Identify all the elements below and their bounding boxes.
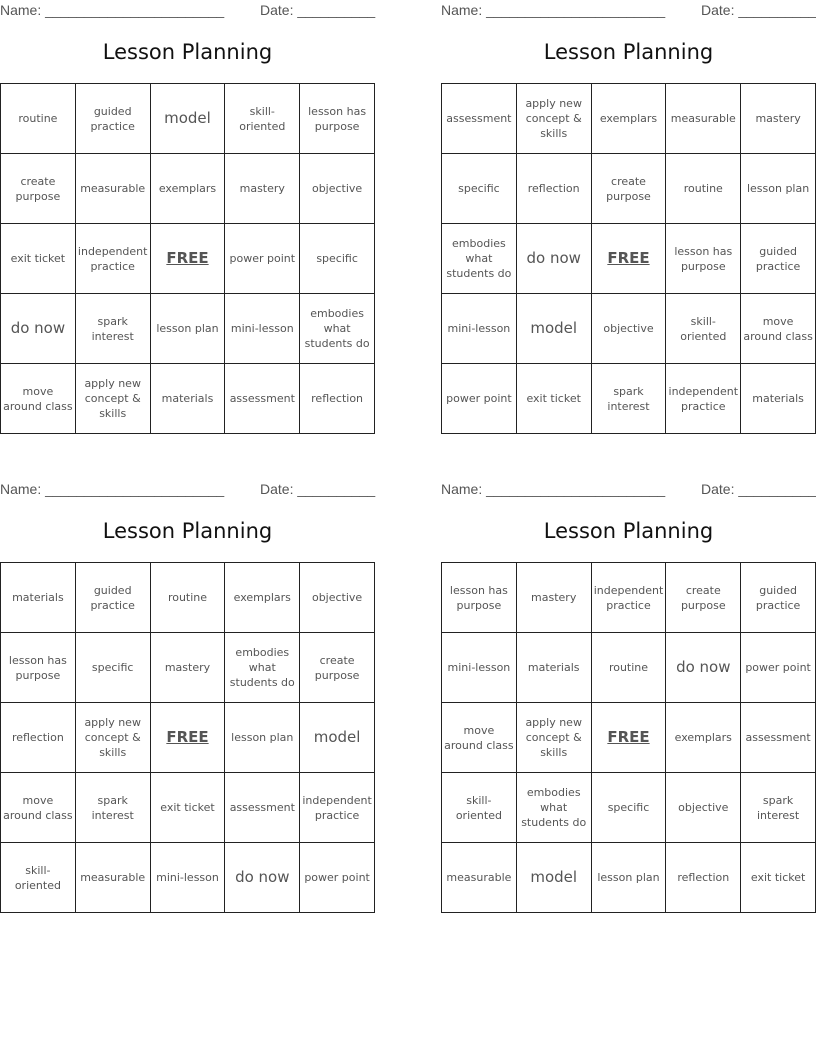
info-line [0,481,375,499]
bingo-cell: materials [1,563,76,633]
bingo-cell: mastery [151,633,226,703]
bingo-cell: create purpose [1,154,76,224]
bingo-cell: routine [1,84,76,154]
bingo-cell: lesson plan [225,703,300,773]
bingo-cell: assessment [741,703,816,773]
bingo-cell: routine [666,154,741,224]
name-field: Name: _______________________ [0,481,225,497]
bingo-cell: model [517,294,592,364]
bingo-cell: do now [1,294,76,364]
bingo-cell: objective [300,563,375,633]
bingo-cell: power point [442,364,517,434]
bingo-cell: model [151,84,226,154]
bingo-cell: embodies what students do [300,294,375,364]
bingo-cell: mastery [225,154,300,224]
bingo-cell: lesson has purpose [666,224,741,294]
bingo-cell: mini-lesson [225,294,300,364]
bingo-cell: skill-oriented [1,843,76,913]
date-field: Date: __________ [260,2,376,18]
bingo-cell: objective [666,773,741,843]
bingo-cell: lesson has purpose [442,563,517,633]
bingo-cell: spark interest [76,294,151,364]
bingo-cell: mini-lesson [442,294,517,364]
bingo-cell: spark interest [592,364,667,434]
info-line [0,2,375,20]
bingo-cell: skill-oriented [666,294,741,364]
bingo-cell: measurable [666,84,741,154]
bingo-cell: reflection [517,154,592,224]
bingo-cell: specific [76,633,151,703]
bingo-cell: mini-lesson [442,633,517,703]
name-field: Name: _______________________ [441,481,666,497]
bingo-cell: model [300,703,375,773]
bingo-cell: specific [592,773,667,843]
bingo-cell: assessment [225,364,300,434]
bingo-cell: embodies what students do [225,633,300,703]
bingo-cell: power point [741,633,816,703]
bingo-cell: exit ticket [517,364,592,434]
bingo-cell: guided practice [76,84,151,154]
bingo-cell: objective [592,294,667,364]
bingo-cell: exemplars [151,154,226,224]
free-space: FREE [151,224,226,294]
bingo-cell: apply new concept & skills [517,703,592,773]
bingo-card-4 [441,479,816,913]
free-space: FREE [151,703,226,773]
bingo-card-1 [0,0,375,434]
bingo-cell: exit ticket [151,773,226,843]
bingo-cell: guided practice [741,224,816,294]
bingo-cell: create purpose [592,154,667,224]
bingo-cell: independent practice [666,364,741,434]
bingo-cell: embodies what students do [442,224,517,294]
bingo-cell: assessment [225,773,300,843]
bingo-cell: apply new concept & skills [517,84,592,154]
bingo-cell: exemplars [225,563,300,633]
bingo-cell: lesson plan [592,843,667,913]
bingo-cell: reflection [666,843,741,913]
bingo-cell: measurable [76,843,151,913]
bingo-grid [441,562,816,913]
bingo-cell: power point [225,224,300,294]
card-title: Lesson Planning [543,519,714,543]
bingo-cell: exit ticket [741,843,816,913]
bingo-cell: specific [442,154,517,224]
bingo-cell: lesson plan [741,154,816,224]
bingo-cell: materials [151,364,226,434]
bingo-cell: apply new concept & skills [76,703,151,773]
bingo-cell: mastery [517,563,592,633]
bingo-cell: exit ticket [1,224,76,294]
bingo-cell: reflection [1,703,76,773]
bingo-cell: move around class [741,294,816,364]
bingo-cell: spark interest [741,773,816,843]
name-field: Name: _______________________ [0,2,225,18]
card-title: Lesson Planning [102,40,273,64]
bingo-cell: routine [592,633,667,703]
bingo-cell: independent practice [592,563,667,633]
bingo-cell: mini-lesson [151,843,226,913]
bingo-cell: do now [225,843,300,913]
bingo-cell: independent practice [300,773,375,843]
info-line [441,481,816,499]
bingo-grid [441,83,816,434]
bingo-cell: mastery [741,84,816,154]
bingo-cell: routine [151,563,226,633]
bingo-cell: embodies what students do [517,773,592,843]
bingo-cell: materials [517,633,592,703]
bingo-cell: exemplars [666,703,741,773]
bingo-grid [0,83,375,434]
card-title: Lesson Planning [543,40,714,64]
free-space: FREE [592,224,667,294]
bingo-cell: objective [300,154,375,224]
date-field: Date: __________ [260,481,376,497]
bingo-cell: exemplars [592,84,667,154]
free-space: FREE [592,703,667,773]
bingo-cell: apply new concept & skills [76,364,151,434]
date-field: Date: __________ [701,2,816,18]
bingo-cell: assessment [442,84,517,154]
bingo-cell: move around class [442,703,517,773]
info-line [441,2,816,20]
bingo-cell: lesson has purpose [1,633,76,703]
bingo-cell: lesson plan [151,294,226,364]
bingo-cell: create purpose [300,633,375,703]
bingo-cell: guided practice [76,563,151,633]
name-field: Name: _______________________ [441,2,666,18]
bingo-card-2 [441,0,816,434]
bingo-cell: skill-oriented [442,773,517,843]
bingo-cell: measurable [76,154,151,224]
bingo-cell: specific [300,224,375,294]
bingo-cell: spark interest [76,773,151,843]
bingo-cell: materials [741,364,816,434]
bingo-cell: move around class [1,773,76,843]
card-title: Lesson Planning [102,519,273,543]
bingo-cell: reflection [300,364,375,434]
bingo-cell: measurable [442,843,517,913]
bingo-cell: do now [517,224,592,294]
bingo-cell: guided practice [741,563,816,633]
bingo-card-3 [0,479,375,913]
bingo-cell: move around class [1,364,76,434]
bingo-cell: model [517,843,592,913]
bingo-grid [0,562,375,913]
bingo-cell: power point [300,843,375,913]
bingo-cell: independent practice [76,224,151,294]
bingo-cell: lesson has purpose [300,84,375,154]
bingo-cell: create purpose [666,563,741,633]
date-field: Date: __________ [701,481,816,497]
bingo-cell: skill-oriented [225,84,300,154]
bingo-cell: do now [666,633,741,703]
